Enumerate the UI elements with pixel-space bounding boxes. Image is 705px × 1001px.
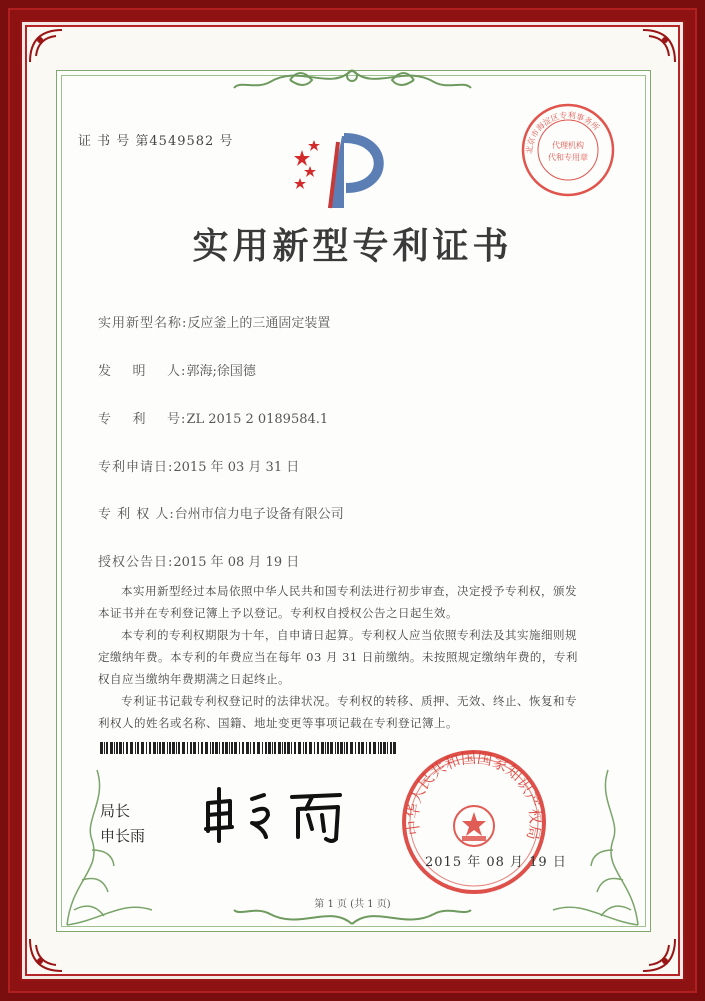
official-seal bbox=[400, 748, 548, 896]
field-label: 授权公告日: bbox=[98, 555, 174, 570]
body-paragraph: 专利证书记载专利权登记时的法律状况。专利权的转移、质押、无效、终止、恢复和专利权人的姓名或名称、国籍、地址变更等事项记载在专利登记簿上。 bbox=[98, 694, 577, 730]
corner-ornament-icon bbox=[639, 26, 679, 66]
field-label: 实用新型名称: bbox=[98, 316, 188, 331]
field-inventors bbox=[98, 360, 256, 379]
field-value: ZL 2015 2 0189584.1 bbox=[186, 412, 329, 427]
field-value: 郭海;徐国德 bbox=[186, 364, 256, 379]
certificate-title: 实用新型专利证书 bbox=[192, 225, 513, 267]
agency-stamp bbox=[518, 100, 618, 200]
field-value: 2015 年 03 月 31 日 bbox=[173, 460, 300, 475]
director-title: 局长 bbox=[100, 802, 131, 820]
certificate-number: 证 书 号 第4549582 号 bbox=[78, 134, 234, 149]
field-value: 反应釜上的三通固定装置 bbox=[187, 316, 331, 331]
seal-date: 2015 年 08 月 19 日 bbox=[425, 855, 567, 870]
agency-stamp-inner-1: 代理机构 bbox=[552, 141, 584, 150]
agency-stamp-inner-2: 代和专用章 bbox=[548, 153, 588, 162]
field-utility-model-name bbox=[98, 312, 330, 331]
field-grant-date bbox=[98, 551, 299, 570]
body-paragraph: 本专利的专利权期限为十年，自申请日起算。专利权人应当依照专利法及其实施细则规定缴纳年费。本专利的年费应当在每年 03 月 31 日前缴纳。未按照规定缴纳年费的，专利权自应当缴纳年费期满之日起终止。 bbox=[98, 628, 578, 686]
corner-ornament-icon bbox=[639, 935, 679, 975]
field-label: 专 利 权 人: bbox=[98, 507, 175, 522]
field-label: 专 利 号: bbox=[98, 412, 187, 427]
field-label: 发 明 人: bbox=[98, 364, 187, 379]
agency-stamp-text: 北京市海淀区专利事务所 bbox=[524, 110, 601, 155]
field-value: 台州市信力电子设备有限公司 bbox=[174, 507, 344, 522]
corner-ornament-icon bbox=[26, 935, 66, 975]
national-emblem-icon bbox=[454, 806, 494, 846]
field-value: 2015 年 08 月 19 日 bbox=[173, 555, 300, 570]
field-application-date bbox=[98, 456, 299, 475]
body-paragraph: 本实用新型经过本局依照中华人民共和国专利法进行初步审查，决定授予专利权，颁发本证书并在专利登记簿上予以登记。专利权自授权公告之日起生效。 bbox=[98, 584, 577, 620]
corner-ornament-icon bbox=[26, 26, 66, 66]
field-patentee bbox=[98, 503, 344, 522]
director-signature bbox=[200, 785, 360, 845]
field-patent-number bbox=[98, 408, 328, 427]
director-name: 申长雨 bbox=[100, 827, 146, 845]
barcode bbox=[100, 742, 400, 754]
top-ornament-icon bbox=[230, 62, 475, 102]
page-number: 第 1 页 (共 1 页) bbox=[314, 899, 391, 910]
patent-office-logo-icon bbox=[290, 132, 400, 212]
field-label: 专利申请日: bbox=[98, 460, 174, 475]
seal-text: 中华人民共和国国家知识产权局 bbox=[403, 748, 545, 842]
